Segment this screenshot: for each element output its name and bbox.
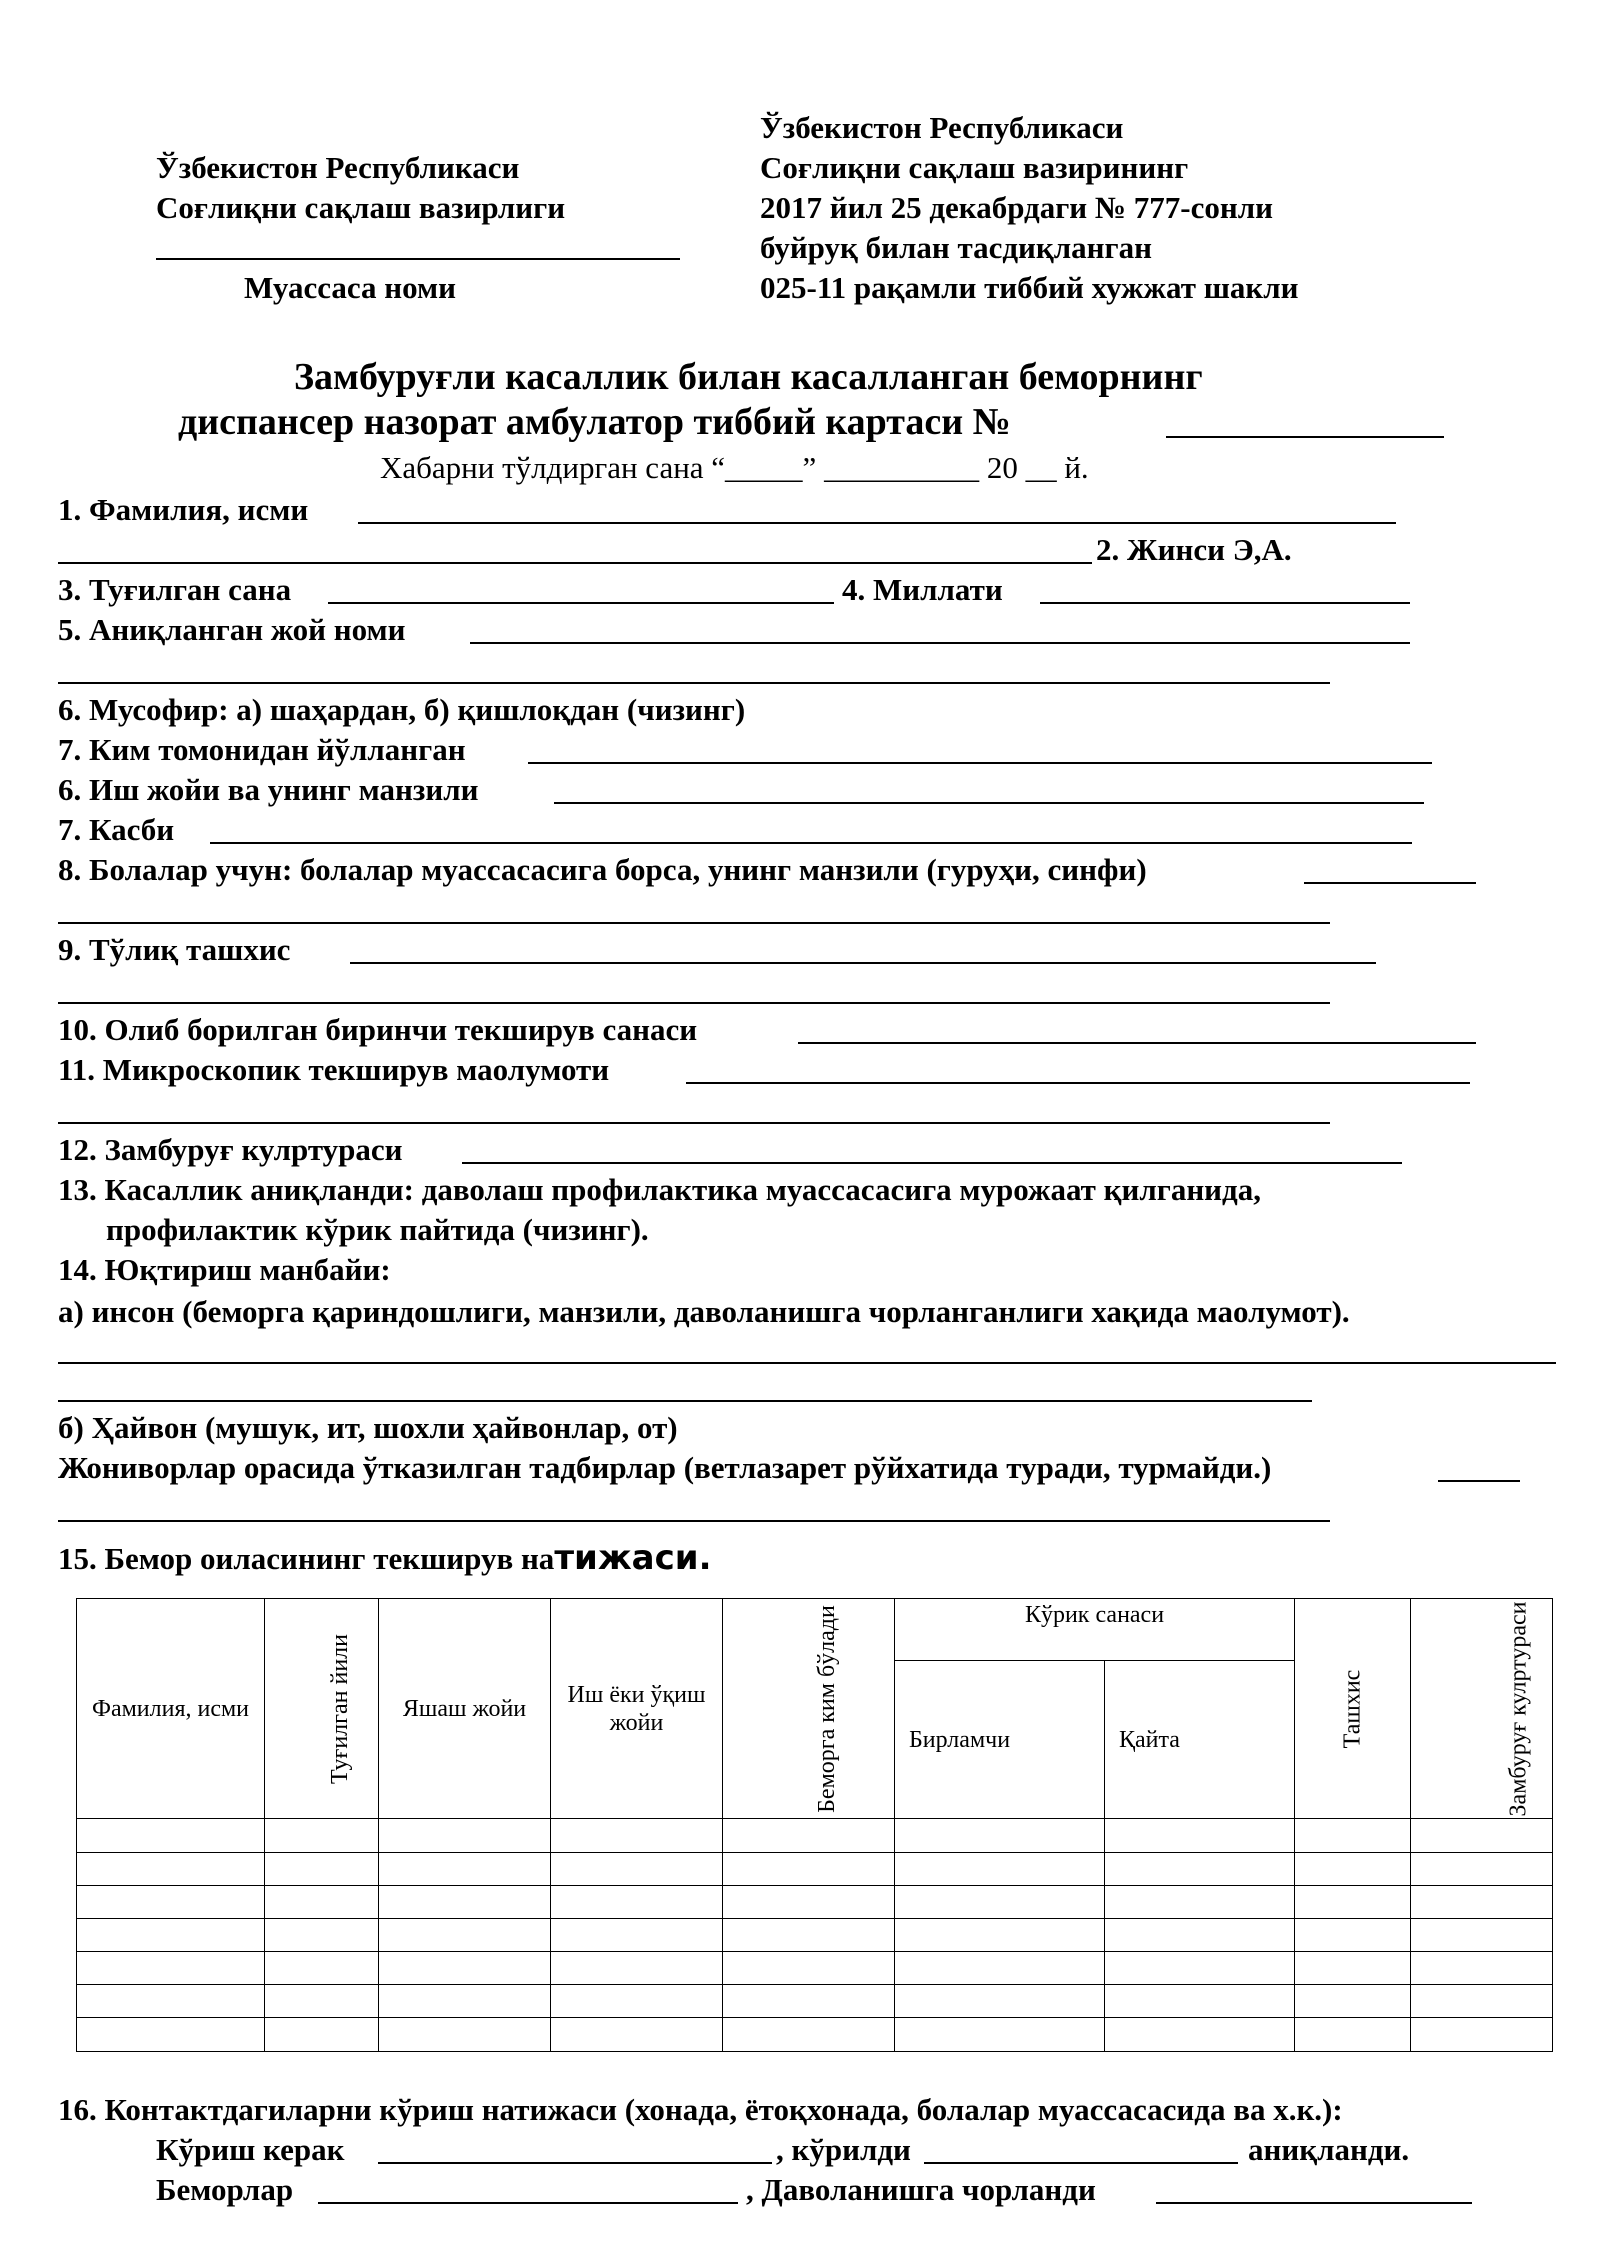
field-family-exam-text: 15. Бемор оиласининг текширув на [58,1541,555,1576]
table-row [77,2017,1553,2051]
table-cell[interactable] [379,1984,551,2017]
field-microscopy-line[interactable] [686,1082,1470,1084]
field-workplace-label: 6. Иш жойи ва унинг манзили [58,772,479,807]
field-surname-line[interactable] [358,522,1396,524]
family-exam-table [76,1598,1553,2052]
field-birthdate-line[interactable] [328,602,834,604]
field-surname-line2[interactable] [58,562,1092,564]
field-patients-line[interactable] [318,2202,738,2204]
field-place-line2[interactable] [58,682,1330,684]
col-header-relation [723,1599,895,1819]
table-cell[interactable] [723,1885,895,1918]
field-microscopy-line2[interactable] [58,1122,1330,1124]
table-cell[interactable] [265,1885,379,1918]
table-cell[interactable] [1411,1885,1553,1918]
table-cell[interactable] [723,2017,895,2051]
table-row [77,1852,1553,1885]
field-profession-line[interactable] [210,842,1412,844]
form-title-line2: диспансер назорат амбулатор тиббий картаси № [178,401,1011,443]
field-source-label: 14. Юқтириш манбайи: [58,1252,391,1287]
table-row [77,1885,1553,1918]
field-children-line[interactable] [1304,882,1476,884]
table-cell[interactable] [379,1852,551,1885]
table-cell[interactable] [265,1951,379,1984]
field-source-human-line[interactable] [58,1362,1556,1364]
table-cell[interactable] [77,2017,265,2051]
field-detected-label2: профилактик кўрик пайтида (чизинг). [106,1212,649,1247]
header-right-line5: 025-11 рақамли тиббий хужжат шакли [760,270,1299,305]
table-cell[interactable] [1105,1885,1295,1918]
table-cell[interactable] [1105,1819,1295,1852]
field-diagnosis-label: 9. Тўлиқ ташхис [58,932,291,967]
field-visitor-label: 6. Мусофир: а) шаҳардан, б) қишлоқдан (чизинг) [58,692,746,727]
field-contacts-need-label: Кўриш керак [156,2132,345,2167]
table-cell[interactable] [551,1951,723,1984]
table-cell[interactable] [1295,2017,1411,2051]
field-culture-line[interactable] [462,1162,1402,1164]
col-header-birth-year-text: Туғилган йили [326,1633,353,1784]
table-row [77,1819,1553,1852]
table-cell[interactable] [1411,1951,1553,1984]
table-cell[interactable] [551,1984,723,2017]
header-left-line2: Соғлиқни сақлаш вазирлиги [156,190,566,225]
table-cell[interactable] [723,1819,895,1852]
table-cell[interactable] [895,1984,1105,2017]
table-cell[interactable] [895,1852,1105,1885]
table-cell[interactable] [1411,2017,1553,2051]
field-first-exam-label: 10. Олиб борилган биринчи текширув санаси [58,1012,698,1047]
table-cell[interactable] [551,1852,723,1885]
field-referred-line[interactable] [528,762,1432,764]
table-cell[interactable] [551,1885,723,1918]
field-detected-label: 13. Касаллик аниқланди: даволаш профилактика муассасасига мурожаат қилганида, [58,1172,1261,1207]
col-header-repeat: Қайта [1105,1661,1295,1819]
col-header-name: Фамилия, исми [77,1599,265,1819]
field-children-line2[interactable] [58,922,1330,924]
table-cell[interactable] [77,1951,265,1984]
field-treatment-line[interactable] [1156,2202,1472,2204]
field-animal-measures-label: Жониворлар орасида ўтказилган тадбирлар (ветлазарет рўйхатида туради, турмайди.) [58,1450,1272,1485]
field-contacts-label: 16. Контактдагиларни кўриш натижаси (хонада, ётоқхонада, болалар муассасасида ва х.к.): [58,2092,1343,2127]
table-cell[interactable] [77,1918,265,1951]
col-header-birth-year [265,1599,379,1819]
table-cell[interactable] [1105,1852,1295,1885]
field-surname-label: 1. Фамилия, исми [58,492,309,527]
table-cell[interactable] [895,1819,1105,1852]
header-left-caption: Муассаса номи [244,270,456,305]
institution-name-line[interactable] [156,258,680,260]
table-cell[interactable] [895,1885,1105,1918]
field-source-human-label: а) инсон (беморга қариндошлиги, манзили, даволанишга чорланганлиги хақида маолумот). [58,1294,1350,1329]
table-cell[interactable] [265,1852,379,1885]
field-workplace-line[interactable] [554,802,1424,804]
table-cell[interactable] [1295,1951,1411,1984]
table-cell[interactable] [1295,1984,1411,2017]
field-nationality-line[interactable] [1040,602,1410,604]
table-cell[interactable] [379,1951,551,1984]
field-culture-label: 12. Замбуруғ кулртураси [58,1132,403,1167]
table-cell[interactable] [723,1951,895,1984]
table-cell[interactable] [723,1984,895,2017]
table-cell[interactable] [551,2017,723,2051]
col-header-exam-date: Кўрик санаси [895,1599,1295,1661]
table-cell[interactable] [723,1852,895,1885]
field-source-human-line2[interactable] [58,1400,1312,1402]
table-cell[interactable] [379,1819,551,1852]
table-cell[interactable] [77,1885,265,1918]
field-birthdate-label: 3. Туғилган сана [58,572,292,607]
table-cell[interactable] [379,2017,551,2051]
field-profession-label: 7. Касби [58,812,175,847]
table-cell[interactable] [1105,1918,1295,1951]
table-cell[interactable] [1295,1819,1411,1852]
table-cell[interactable] [1411,1819,1553,1852]
table-cell[interactable] [895,2017,1105,2051]
table-cell[interactable] [1295,1918,1411,1951]
table-cell[interactable] [1105,1951,1295,1984]
table-cell[interactable] [265,1819,379,1852]
card-number-line[interactable] [1166,436,1444,438]
field-first-exam-line[interactable] [798,1042,1476,1044]
table-cell[interactable] [379,1918,551,1951]
report-date-line: Хабарни тўлдирган сана “_____” __________ 20 __ й. [380,450,1089,485]
col-header-culture-text: Замбуруғ кулртураси [1505,1601,1532,1817]
col-header-primary: Бирламчи [895,1661,1105,1819]
field-diagnosis-line[interactable] [350,962,1376,964]
table-cell[interactable] [723,1918,895,1951]
table-cell[interactable] [895,1918,1105,1951]
col-header-relation-text: Беморга ким бўлади [813,1604,840,1813]
field-microscopy-label: 11. Микроскопик текширув маолумоти [58,1052,610,1087]
col-header-address: Яшаш жойи [379,1599,551,1819]
field-nationality-label: 4. Миллати [842,572,1003,607]
field-place-line[interactable] [470,642,1410,644]
table-cell[interactable] [1295,1852,1411,1885]
table-row [77,1951,1553,1984]
table-cell[interactable] [1411,1918,1553,1951]
table-cell[interactable] [77,1984,265,2017]
field-treatment-label: , Даволанишга чорланди [746,2172,1096,2207]
table-cell[interactable] [265,1918,379,1951]
table-cell[interactable] [1105,1984,1295,2017]
col-header-culture [1411,1599,1553,1819]
header-left-line1: Ўзбекистон Республикаси [156,150,520,185]
field-contacts-seen-line[interactable] [924,2162,1238,2164]
table-cell[interactable] [1411,1984,1553,2017]
table-row [77,1984,1553,2017]
field-contacts-found-label: аниқланди. [1248,2132,1410,2167]
table-cell[interactable] [895,1951,1105,1984]
header-right-line1: Ўзбекистон Республикаси [760,110,1124,145]
table-cell[interactable] [379,1885,551,1918]
table-cell[interactable] [551,1918,723,1951]
table-cell[interactable] [265,1984,379,2017]
field-family-exam-label [58,1540,712,1577]
col-header-diagnosis-text: Ташхис [1339,1669,1366,1749]
table-row [77,1918,1553,1951]
field-place-label: 5. Аниқланган жой номи [58,612,406,647]
table-cell[interactable] [1105,2017,1295,2051]
table-cell[interactable] [265,2017,379,2051]
col-header-diagnosis [1295,1599,1411,1819]
field-children-label: 8. Болалар учун: болалар муассасасига борса, унинг манзили (гуруҳи, синфи) [58,852,1147,887]
col-header-work: Иш ёки ўқиш жойи [551,1599,723,1819]
table-cell[interactable] [551,1819,723,1852]
table-cell[interactable] [1411,1852,1553,1885]
field-source-animal-label: б) Ҳайвон (мушук, ит, шохли ҳайвонлар, от) [58,1410,678,1445]
field-family-exam-text-end: тижаси. [554,1538,712,1578]
header-right-line3: 2017 йил 25 декабрдаги № 777-сонли [760,190,1273,225]
table-cell[interactable] [77,1819,265,1852]
field-animal-measures-line2[interactable] [58,1520,1330,1522]
header-right-line4: буйруқ билан тасдиқланган [760,230,1152,265]
field-referred-label: 7. Ким томонидан йўлланган [58,732,466,767]
field-contacts-need-line[interactable] [378,2162,772,2164]
field-diagnosis-line2[interactable] [58,1002,1330,1004]
field-contacts-seen-label: , кўрилди [776,2132,911,2167]
field-patients-label: Беморлар [156,2172,294,2207]
table-cell[interactable] [77,1852,265,1885]
field-animal-measures-line[interactable] [1438,1480,1520,1482]
table-cell[interactable] [1295,1885,1411,1918]
header-right-line2: Соғлиқни сақлаш вазирининг [760,150,1189,185]
form-title-line1: Замбуруғли касаллик билан касалланган беморнинг [294,356,1203,398]
field-sex-label: 2. Жинси Э,А. [1096,532,1292,567]
